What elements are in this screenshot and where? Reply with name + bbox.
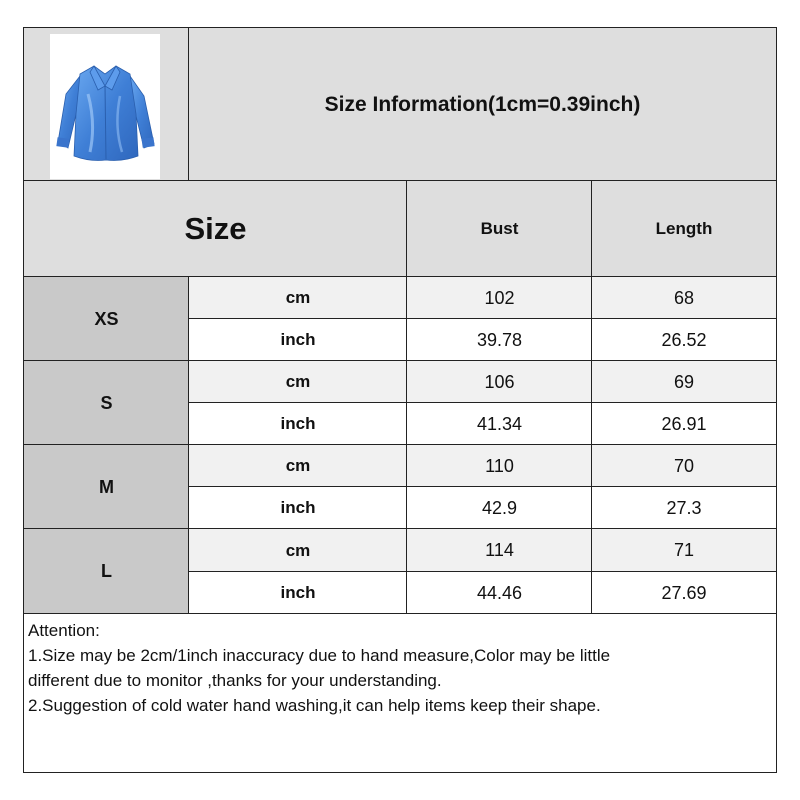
notes-heading: Attention: xyxy=(28,621,100,640)
bust-value: 42.9 xyxy=(481,497,518,518)
unit-label: cm xyxy=(285,288,311,307)
page-title: Size Information(1cm=0.39inch) xyxy=(324,92,641,116)
length-cm-cell xyxy=(591,528,777,573)
length-inch-cell xyxy=(591,571,777,615)
bust-cm-cell xyxy=(406,276,593,320)
bust-inch-cell xyxy=(406,402,593,446)
size-label-cell xyxy=(23,360,190,446)
length-header-cell xyxy=(591,180,777,278)
table-row xyxy=(188,318,408,362)
note-line: 2.Suggestion of cold water hand washing,it can help items keep their shape. xyxy=(28,696,601,715)
unit-label: cm xyxy=(285,372,311,391)
size-header-cell xyxy=(23,180,408,278)
length-value: 27.3 xyxy=(666,497,702,518)
blue-satin-shirt-icon xyxy=(50,34,160,179)
length-value: 68 xyxy=(673,287,695,308)
attention-notes xyxy=(23,613,777,773)
product-photo-cell xyxy=(23,27,190,182)
size-label-cell xyxy=(23,444,190,530)
table-row xyxy=(188,276,408,320)
length-value: 27.69 xyxy=(661,582,707,603)
length-inch-cell xyxy=(591,486,777,530)
bust-inch-cell xyxy=(406,571,593,615)
length-value: 71 xyxy=(673,540,695,560)
bust-inch-cell xyxy=(406,318,593,362)
unit-label: inch xyxy=(280,330,316,349)
table-row xyxy=(188,402,408,446)
table-row xyxy=(188,528,408,573)
bust-value: 110 xyxy=(485,455,514,476)
unit-label: cm xyxy=(285,540,311,560)
bust-value: 44.46 xyxy=(476,582,523,603)
bust-value: 39.78 xyxy=(476,329,523,350)
size-label-cell xyxy=(23,528,190,615)
size-label: XS xyxy=(94,308,119,329)
product-photo xyxy=(50,34,160,179)
length-value: 26.91 xyxy=(661,413,707,434)
bust-value: 41.34 xyxy=(476,413,523,434)
bust-cm-cell xyxy=(406,444,593,488)
table-row xyxy=(188,571,408,615)
length-inch-cell xyxy=(591,402,777,446)
size-label: L xyxy=(101,561,112,581)
size-chart xyxy=(23,27,777,773)
length-cm-cell xyxy=(591,360,777,404)
bust-header-cell xyxy=(406,180,593,278)
unit-label: inch xyxy=(280,583,316,602)
unit-label: inch xyxy=(280,498,316,517)
bust-value: 114 xyxy=(485,540,514,560)
length-value: 69 xyxy=(673,371,695,392)
bust-value: 106 xyxy=(484,371,515,392)
bust-value: 102 xyxy=(484,287,515,308)
size-info-title-cell xyxy=(188,27,777,182)
bust-inch-cell xyxy=(406,486,593,530)
note-line: 1.Size may be 2cm/1inch inaccuracy due to hand measure,Color may be little xyxy=(28,646,611,665)
table-row xyxy=(188,486,408,530)
unit-label: inch xyxy=(280,414,316,433)
bust-cm-cell xyxy=(406,360,593,404)
length-cm-cell xyxy=(591,276,777,320)
length-cm-cell xyxy=(591,444,777,488)
size-label: S xyxy=(100,392,113,413)
table-row xyxy=(188,360,408,404)
length-value: 26.52 xyxy=(661,329,707,350)
bust-cm-cell xyxy=(406,528,593,573)
size-label: M xyxy=(99,476,114,497)
length-value: 70 xyxy=(673,455,695,476)
size-label-cell xyxy=(23,276,190,362)
note-line: different due to monitor ,thanks for your understanding. xyxy=(28,671,442,690)
unit-label: cm xyxy=(285,456,311,475)
table-row xyxy=(188,444,408,488)
length-inch-cell xyxy=(591,318,777,362)
size-header: Size xyxy=(184,211,247,246)
bust-header: Bust xyxy=(480,219,519,238)
length-header: Length xyxy=(655,219,713,238)
